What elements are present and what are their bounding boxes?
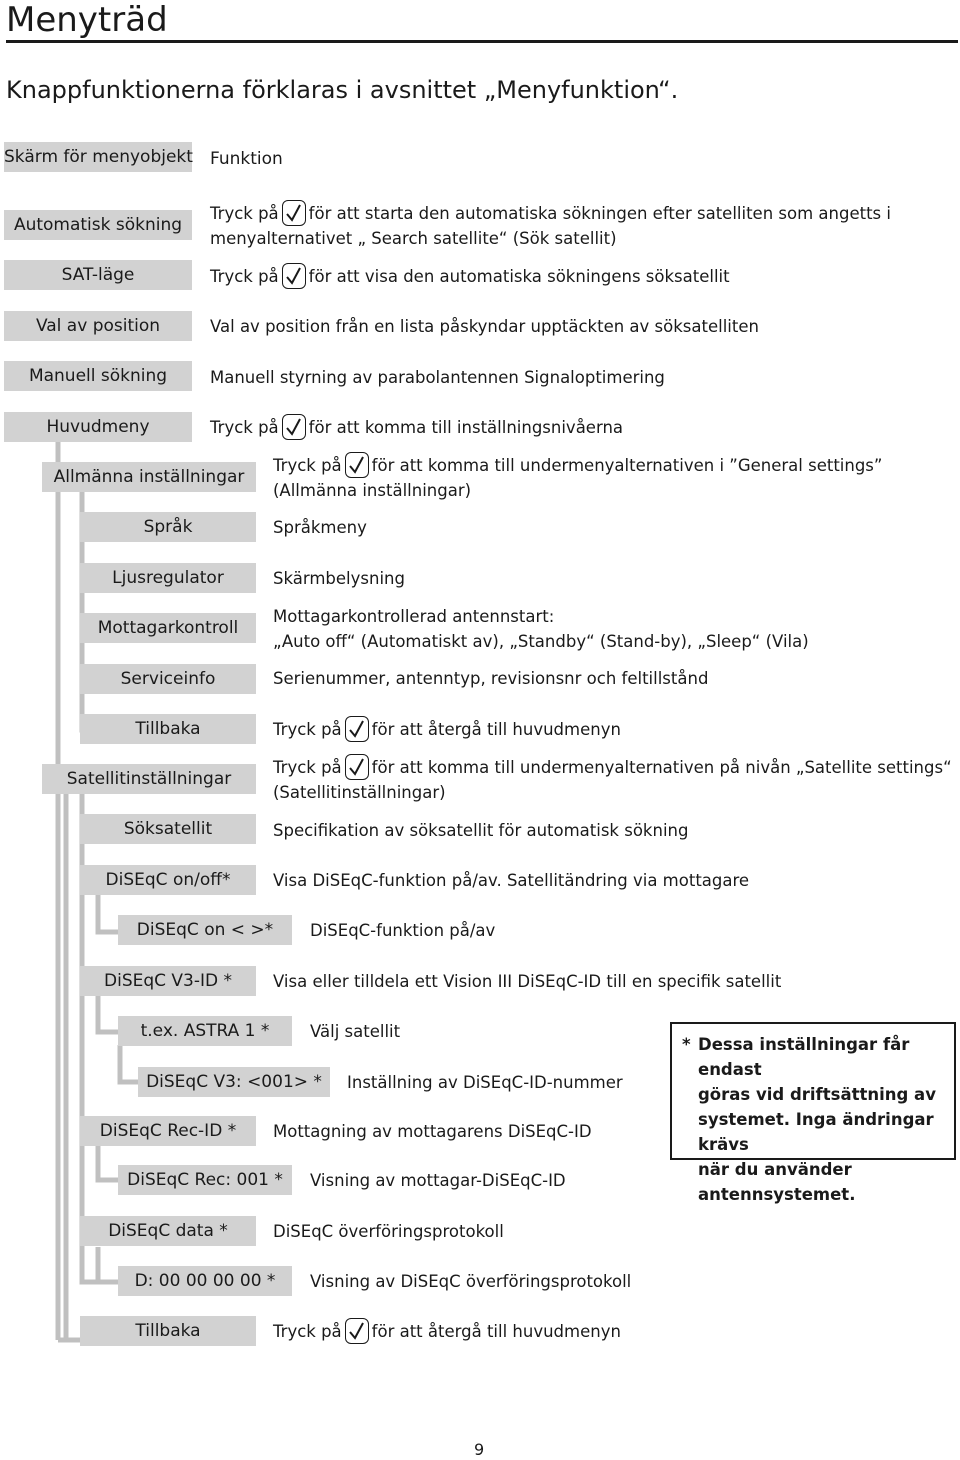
title-rule — [6, 40, 958, 43]
function-example-astra: Välj satellit — [310, 1022, 401, 1041]
function-language: Språkmeny — [273, 518, 367, 537]
page-subtitle: Knappfunktionerna förklaras i avsnittet „Menyfunktion“. — [6, 76, 679, 104]
menu-item-diseqc-on: DiSEqC on < >* — [118, 915, 292, 945]
function-back: Tryck på för att återgå till huvudmenyn — [273, 717, 621, 742]
function-manual-search: Manuell styrning av parabolantennen Signaloptimering — [210, 368, 665, 387]
function-diseqc-data: DiSEqC överföringsprotokoll — [273, 1222, 504, 1241]
function-diseqc-onoff: Visa DiSEqC-funktion på/av. Satellitändring via mottagare — [273, 871, 750, 890]
function-receiver-control: Mottagarkontrollerad antennstart: „Auto off“ (Automatiskt av), „Standby“ (Stand-by), „Sleep“ (Vila) — [273, 607, 809, 651]
menu-item-diseqc-data: DiSEqC data * — [80, 1216, 256, 1246]
ok-check-icon — [345, 716, 369, 742]
function-diseqc-on: DiSEqC-funktion på/av — [310, 921, 496, 940]
function-dimmer: Skärmbelysning — [273, 569, 405, 588]
function-general-settings: Tryck på för att komma till undermenyalternativen i ”General settings” (Allmänna inställningar) — [273, 453, 882, 503]
menu-item-example-astra: t.ex. ASTRA 1 * — [118, 1016, 292, 1046]
menu-item-general-settings: Allmänna inställningar — [42, 462, 256, 492]
header-item-column: Skärm för menyobjekt — [4, 142, 192, 172]
menu-item-back: Tillbaka — [80, 714, 256, 744]
function-satellite-settings: Tryck på för att komma till undermenyalternativen på nivån „Satellite settings“ (Satellitinställningar) — [273, 755, 952, 805]
function-diseqc-data-value: Visning av DiSEqC överföringsprotokoll — [310, 1272, 632, 1291]
function-search-satellite: Specifikation av söksatellit för automatisk sökning — [273, 821, 689, 840]
menu-item-diseqc-v3-value: DiSEqC V3: <001> * — [138, 1067, 330, 1097]
menu-item-diseqc-rec-id: DiSEqC Rec-ID * — [80, 1116, 256, 1146]
function-diseqc-rec-value: Visning av mottagar-DiSEqC-ID — [310, 1171, 566, 1190]
function-diseqc-v3-id: Visa eller tilldela ett Vision III DiSEqC-ID till en specifik satellit — [273, 972, 782, 991]
menu-item-language: Språk — [80, 512, 256, 542]
footnote-box — [670, 1022, 956, 1204]
header-function-column: Funktion — [210, 149, 283, 169]
menu-item-sat-mode: SAT-läge — [4, 260, 192, 290]
menu-item-diseqc-data-value: D: 00 00 00 00 * — [118, 1266, 292, 1296]
function-main-menu: Tryck på för att komma till inställningsnivåerna — [210, 415, 623, 440]
ok-check-icon — [282, 263, 306, 289]
menu-item-manual-search: Manuell sökning — [4, 361, 192, 391]
page-number: 9 — [474, 1440, 485, 1459]
ok-check-icon — [345, 754, 369, 780]
footnote-text: Dessa inställningar får endast göras vid driftsättning av systemet. Inga ändringar krävs när du använder antennsystemet. — [698, 1035, 936, 1204]
function-position-selection: Val av position från en lista påskyndar upptäckten av söksatelliten — [210, 317, 759, 336]
menu-item-search-satellite: Söksatellit — [80, 814, 256, 844]
menu-item-automatic-search: Automatisk sökning — [4, 210, 192, 240]
function-automatic-search: Tryck på för att starta den automatiska sökningen efter satelliten som angetts i menyalternativet „ Search satellite“ (Sök satellit) — [210, 201, 891, 251]
menu-item-satellite-settings: Satellitinställningar — [42, 764, 256, 794]
ok-check-icon — [345, 1318, 369, 1344]
menu-item-dimmer: Ljusregulator — [80, 563, 256, 593]
menu-item-diseqc-rec-value: DiSEqC Rec: 001 * — [118, 1165, 292, 1195]
menu-item-receiver-control: Mottagarkontroll — [80, 613, 256, 643]
ok-check-icon — [282, 414, 306, 440]
menu-item-service-info: Serviceinfo — [80, 664, 256, 694]
page-title: Menyträd — [6, 0, 168, 40]
menu-item-diseqc-onoff: DiSEqC on/off* — [80, 865, 256, 895]
ok-check-icon — [345, 452, 369, 478]
function-back-2: Tryck på för att återgå till huvudmenyn — [273, 1319, 621, 1344]
function-sat-mode: Tryck på för att visa den automatiska sökningens söksatellit — [210, 264, 730, 289]
menu-item-back-2: Tillbaka — [80, 1316, 256, 1346]
footnote-star: * — [682, 1035, 691, 1054]
function-service-info: Serienummer, antenntyp, revisionsnr och feltillstånd — [273, 669, 709, 688]
menu-item-main-menu: Huvudmeny — [4, 412, 192, 442]
menu-item-diseqc-v3-id: DiSEqC V3-ID * — [80, 966, 256, 996]
menu-item-position-selection: Val av position — [4, 311, 192, 341]
ok-check-icon — [282, 200, 306, 226]
function-diseqc-rec-id: Mottagning av mottagarens DiSEqC-ID — [273, 1122, 592, 1141]
function-diseqc-v3-value: Inställning av DiSEqC-ID-nummer — [347, 1073, 623, 1092]
